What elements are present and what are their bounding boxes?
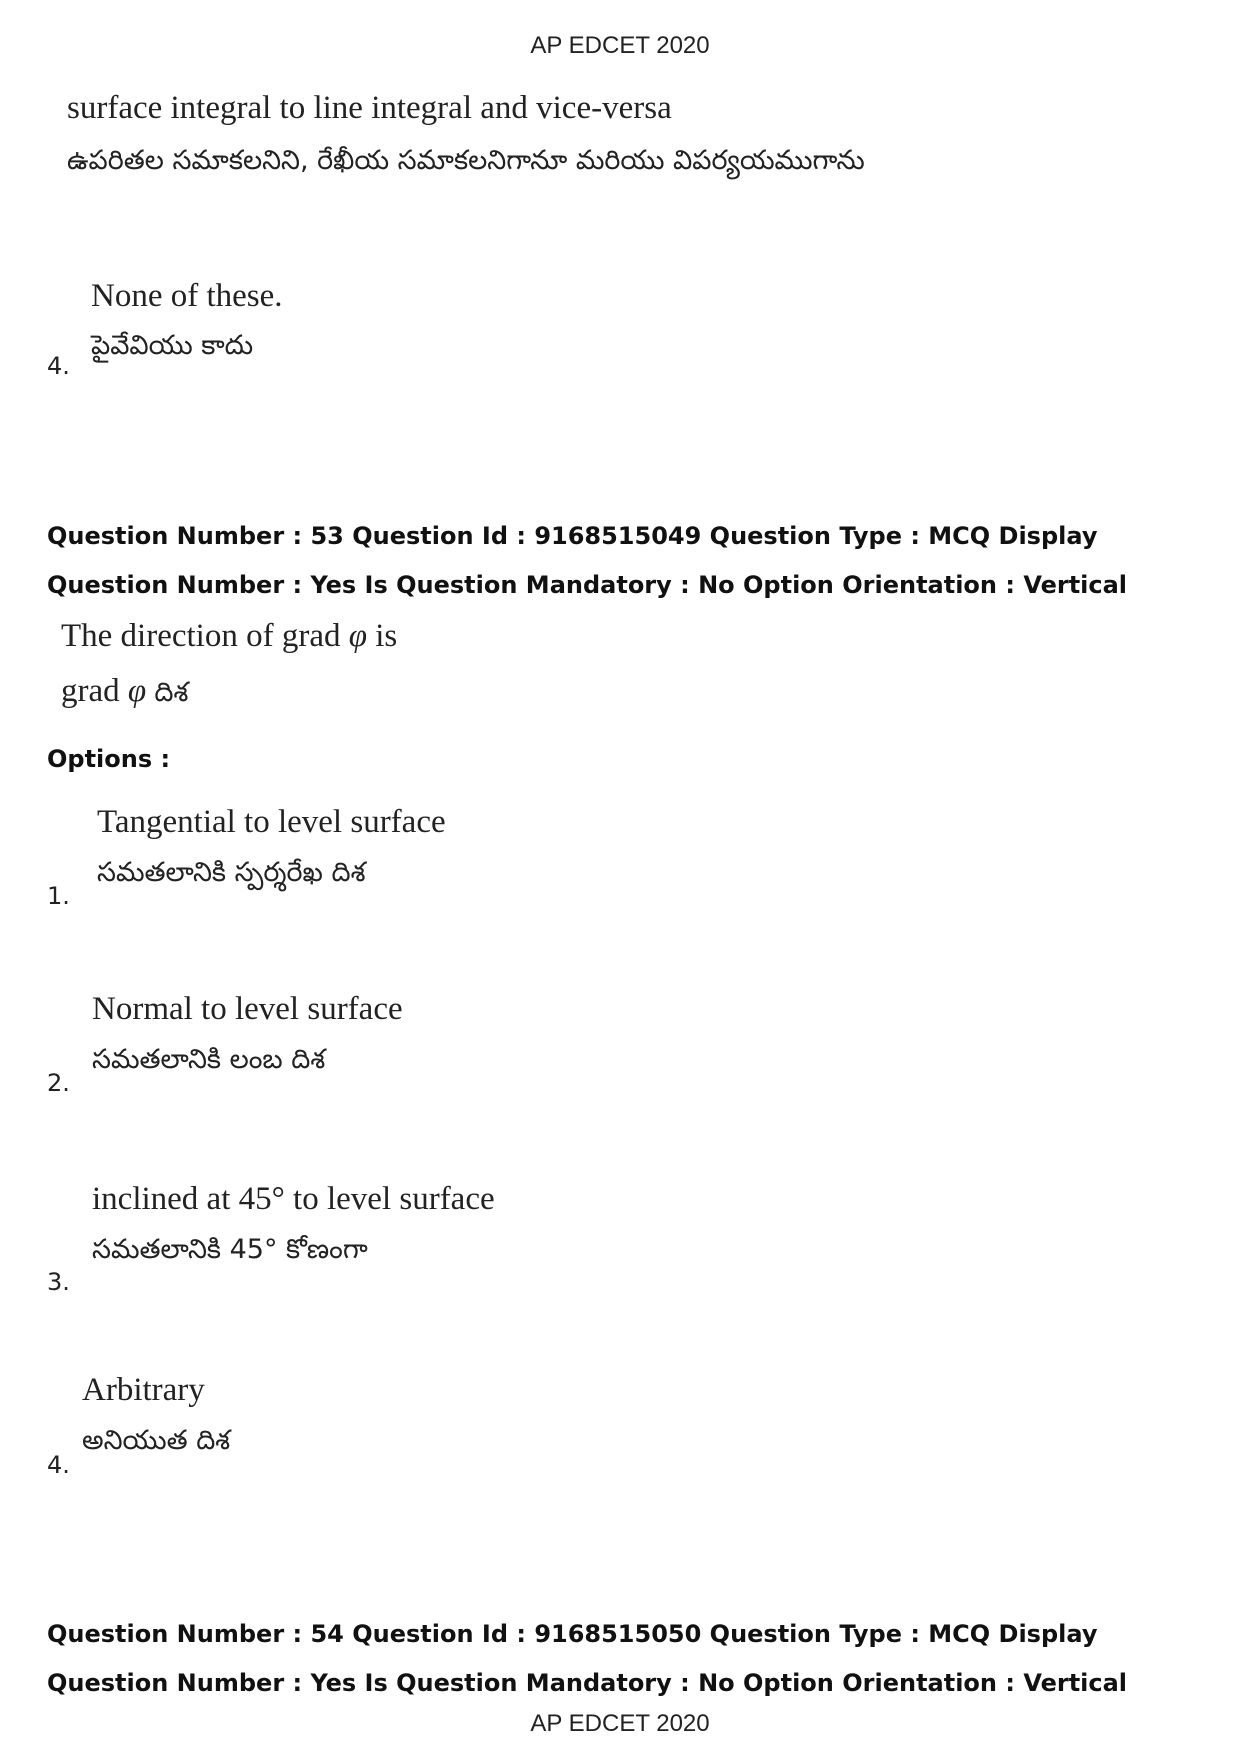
stem-te-pre: grad [61, 673, 120, 709]
stem-te-post: దిశ [154, 677, 189, 708]
option-1-telugu: సమతలానికి స్పర్శరేఖ దిశ [97, 857, 366, 888]
option-4-number: 4. [47, 1451, 70, 1479]
option-4-english: Arbitrary [82, 1372, 205, 1408]
option-1-number: 1. [47, 882, 70, 910]
prev-option4-telugu: పైవేవియు కాదు [91, 330, 254, 361]
stem-en-post: is [375, 618, 398, 654]
option-3-english: inclined at 45° to level surface [92, 1181, 495, 1217]
page-header: AP EDCET 2020 [530, 32, 710, 59]
option-2-number: 2. [47, 1069, 70, 1097]
option-1-english: Tangential to level surface [97, 804, 446, 840]
phi-symbol: φ [348, 618, 367, 654]
question-54-meta: Question Number : 54 Question Id : 9168515050 Question Type : MCQ Display Question Number : Yes Is Question Mandatory : No Option Orientation : Vertical [47, 1620, 1128, 1697]
question-53-meta: Question Number : 53 Question Id : 9168515049 Question Type : MCQ Display Question Number : Yes Is Question Mandatory : No Option Orientation : Vertical [47, 522, 1128, 599]
prev-option4-english: None of these. [91, 278, 283, 314]
prev-option3-english: surface integral to line integral and vice-versa [67, 90, 672, 126]
option-3-telugu: సమతలానికి 45° కోణంగా [92, 1234, 368, 1265]
page-footer: AP EDCET 2020 [530, 1710, 710, 1737]
options-label: Options : [47, 745, 171, 773]
phi-symbol: φ [127, 673, 147, 709]
stem-en-pre: The direction of grad [61, 618, 341, 654]
option-4-telugu: అనియుత దిశ [82, 1425, 231, 1456]
option-2-english: Normal to level surface [92, 991, 403, 1027]
option-2-telugu: సమతలానికి లంబ దిశ [92, 1044, 326, 1075]
question-53-stem-english [61, 616, 397, 656]
prev-option3-telugu: ఉపరితల సమాకలనిని, రేఖీయ సమాకలనిగానూ మరియు విపర్యయముగాను [67, 145, 865, 176]
question-53-stem-telugu [61, 671, 188, 713]
prev-option4-number: 4. [47, 352, 70, 380]
option-3-number: 3. [47, 1268, 70, 1296]
